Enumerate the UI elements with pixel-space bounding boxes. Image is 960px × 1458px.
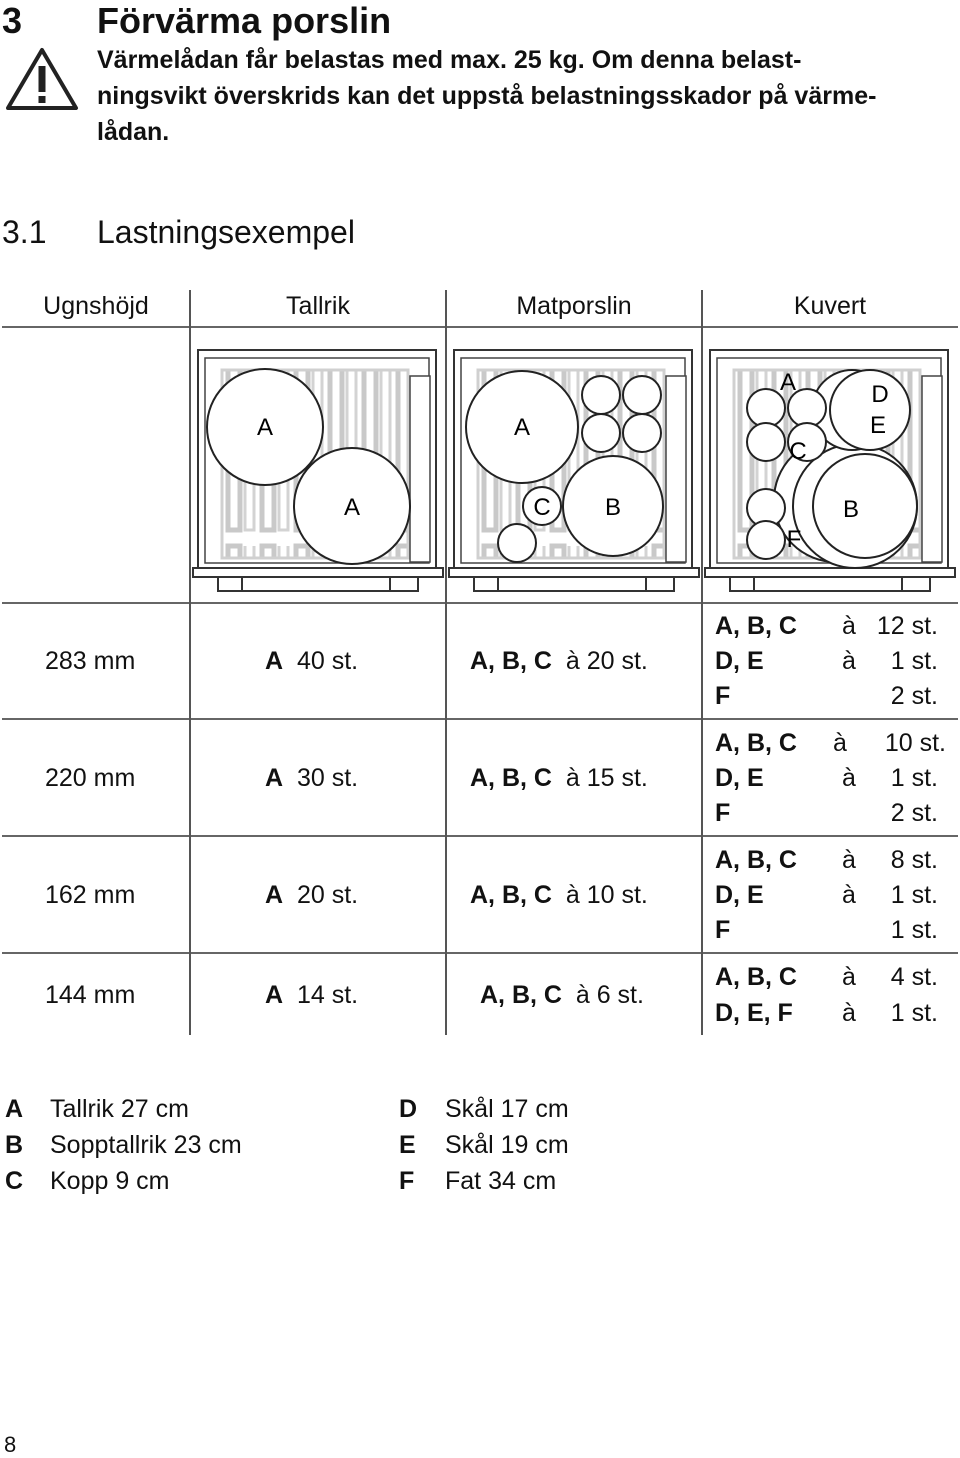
dish-letter: A [265, 764, 284, 792]
warning-line: Värmelådan får belastas med max. 25 kg. Om denna belast- [97, 46, 802, 74]
table-divider [2, 835, 958, 837]
diagram-label: F [786, 526, 802, 553]
kuvert-letters: F [715, 916, 731, 944]
tallrik-cell [265, 764, 358, 793]
legend-letter: B [5, 1131, 24, 1159]
kuvert-count: 2 st. [890, 799, 938, 827]
kuvert-a: à [842, 764, 856, 792]
kuvert-count: 2 st. [890, 682, 938, 710]
matporslin-cell [470, 881, 648, 910]
dish-letters: A, B, C [470, 647, 552, 675]
warning-line: lådan. [97, 118, 170, 146]
kuvert-count: 1 st. [890, 881, 938, 909]
kuvert-a: à [842, 846, 856, 874]
diagram-label: C [533, 494, 551, 521]
matporslin-cell [470, 764, 648, 793]
diagram-label: A [343, 494, 361, 521]
height-value: 162 mm [45, 881, 136, 909]
kuvert-count: 1 st. [890, 647, 938, 675]
dish-letter: A [265, 647, 284, 675]
page-number: 8 [4, 1432, 17, 1457]
dish-count: à 10 st. [565, 881, 648, 909]
diagram-label: A [513, 414, 531, 441]
kuvert-count: 8 st. [890, 846, 938, 874]
warning-line: ningsvikt överskrids kan det uppstå belastningsskador på värme- [97, 82, 877, 110]
subsection-number: 3.1 [2, 214, 47, 250]
kuvert-count: 1 st. [890, 764, 938, 792]
kuvert-letters: F [715, 682, 731, 710]
tallrik-cell [265, 647, 358, 676]
dish-letter: A [265, 981, 284, 1009]
legend-text: Sopptallrik 23 cm [50, 1131, 242, 1159]
legend-letter: E [399, 1131, 416, 1159]
table-divider [2, 718, 958, 720]
tallrik-cell [265, 881, 358, 910]
diagram-label: D [871, 381, 889, 408]
section-number: 3 [2, 0, 23, 41]
kuvert-count: 4 st. [890, 963, 938, 991]
kuvert-a: à [842, 999, 856, 1027]
table-divider [2, 952, 958, 954]
legend-text: Fat 34 cm [445, 1167, 557, 1195]
table-divider [2, 602, 958, 604]
height-value: 220 mm [45, 764, 136, 792]
kuvert-a: à [842, 647, 856, 675]
tallrik-cell [265, 981, 358, 1010]
kuvert-letters: F [715, 799, 731, 827]
kuvert-letters: A, B, C [715, 963, 797, 991]
diagram-label: C [789, 438, 807, 465]
header-matporslin: Matporslin [516, 292, 632, 320]
table-divider [2, 326, 958, 328]
drawer-diagram-kuvert [705, 350, 955, 591]
dish-count: à 20 st. [565, 647, 648, 675]
dish-letters: A, B, C [470, 881, 552, 909]
matporslin-cell [480, 981, 644, 1010]
kuvert-letters: D, E [715, 647, 764, 675]
kuvert-a: à [833, 729, 847, 757]
legend-text: Tallrik 27 cm [50, 1095, 189, 1123]
dish-count: 20 st. [296, 881, 359, 909]
section-title: Förvärma porslin [97, 0, 392, 41]
drawer-diagram-matporslin [449, 350, 699, 591]
legend-letter: A [5, 1095, 24, 1123]
dish-letter: A [265, 881, 284, 909]
dish-count: à 6 st. [575, 981, 644, 1009]
kuvert-a: à [842, 881, 856, 909]
kuvert-letters: D, E [715, 764, 764, 792]
diagram-label: A [779, 369, 797, 396]
dish-letters: A, B, C [470, 764, 552, 792]
loading-diagrams [190, 340, 958, 602]
kuvert-letters: D, E [715, 881, 764, 909]
dish-count: à 15 st. [565, 764, 648, 792]
legend-letter: D [399, 1095, 418, 1123]
kuvert-count: 10 st. [884, 729, 946, 757]
legend-letter: C [5, 1167, 24, 1195]
matporslin-cell [470, 647, 648, 676]
warning-text [97, 42, 876, 150]
dish-count: 30 st. [296, 764, 359, 792]
header-tallrik: Tallrik [286, 292, 350, 320]
warning-icon [4, 44, 80, 114]
header-kuvert: Kuvert [793, 292, 867, 320]
kuvert-letters: D, E, F [715, 999, 793, 1027]
kuvert-a: à [842, 963, 856, 991]
kuvert-a: à [842, 612, 856, 640]
height-value: 283 mm [45, 647, 136, 675]
dish-letters: A, B, C [480, 981, 562, 1009]
diagram-label: B [842, 496, 860, 523]
height-value: 144 mm [45, 981, 136, 1009]
subsection-title: Lastningsexempel [97, 214, 355, 250]
legend-text: Skål 17 cm [445, 1095, 569, 1123]
diagram-label: E [869, 412, 887, 439]
header-ugnshojd: Ugnshöjd [43, 292, 149, 320]
diagram-label: A [256, 414, 274, 441]
drawer-diagram-tallrik [193, 350, 443, 591]
kuvert-count: 1 st. [890, 916, 938, 944]
legend-letter: F [399, 1167, 415, 1195]
kuvert-letters: A, B, C [715, 846, 797, 874]
legend-text: Skål 19 cm [445, 1131, 569, 1159]
kuvert-count: 12 st. [876, 612, 938, 640]
kuvert-count: 1 st. [890, 999, 938, 1027]
kuvert-letters: A, B, C [715, 729, 797, 757]
legend-text: Kopp 9 cm [50, 1167, 170, 1195]
kuvert-letters: A, B, C [715, 612, 797, 640]
dish-count: 40 st. [296, 647, 359, 675]
dish-count: 14 st. [296, 981, 359, 1009]
diagram-label: B [604, 494, 622, 521]
